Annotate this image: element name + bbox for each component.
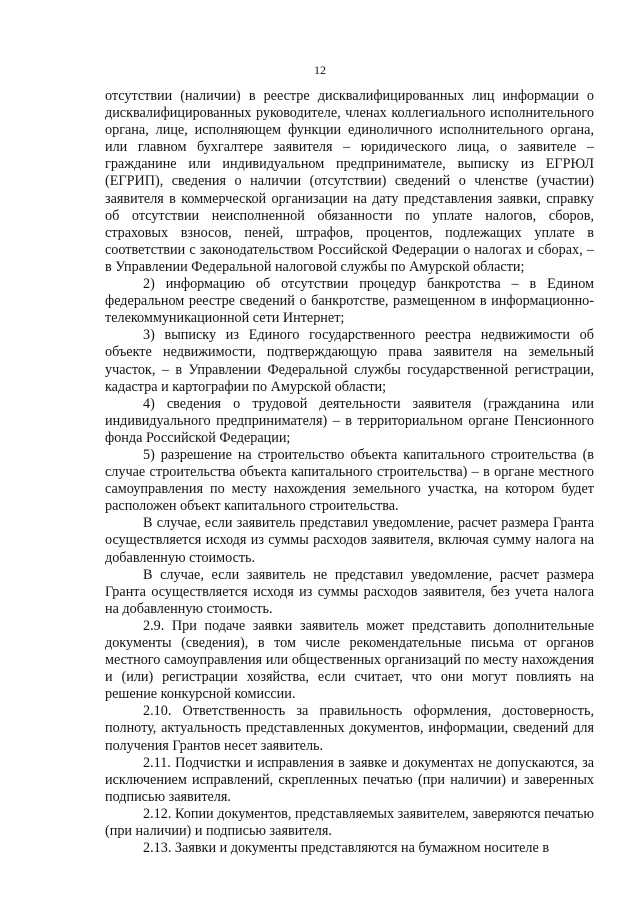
paragraph: 5) разрешение на строительство объекта капитального строительства (в случае строительства объекта капитального строительства) – в органе местного самоуправления по месту нахождения земельного участка, на котором будет расположен объект капитального строительства. — [105, 446, 594, 515]
paragraph: 2.12. Копии документов, представляемых заявителем, заверяются печатью (при наличии) и подписью заявителя. — [105, 805, 594, 840]
page-number: 12 — [314, 63, 326, 77]
paragraph: 3) выписку из Единого государственного реестра недвижимости об объекте недвижимости, подтверждающую права заявителя на земельный участок, – в Управлении Федеральной службы государственной регистрации, кадастра и картографии по Амурской области; — [105, 327, 594, 395]
document-body — [105, 88, 594, 857]
paragraph: В случае, если заявитель представил уведомление, расчет размера Гранта осуществляется исходя из суммы расходов заявителя, включая сумму налога на добавленную стоимость. — [105, 515, 594, 566]
paragraph: 2.9. При подаче заявки заявитель может представить дополнительные документы (сведения), в том числе рекомендательные письма от органов местного самоуправления или общественных организаций по месту нахождения и (или) регистрации хозяйства, если считает, что они могут повлиять на решение конкурсной комиссии. — [105, 617, 594, 703]
paragraph: В случае, если заявитель не представил уведомление, расчет размера Гранта осуществляется исходя из суммы расходов заявителя, без учета налога на добавленную стоимость. — [105, 566, 594, 617]
paragraph: отсутствии (наличии) в реестре дисквалифицированных лиц информации о дисквалифицированных руководителе, членах коллегиального исполнительного органа, лице, исполняющем функции единоличного исполнительного органа, или главном бухгалтере заявителя – юридического лица, о заявителе – гражданине или индивидуальном предпринимателе, выписку из ЕГРЮЛ (ЕГРИП), сведения о наличии (отсутствии) сведений о членстве (участии) заявителя в коммерческой организации на дату представления заявки, справку об отсутствии неисполненной обязанности по уплате налогов, сборов, страховых взносов, пеней, штрафов, процентов, подлежащих уплате в соответствии с законодательством Российской Федерации о налогах и сборах, – в Управлении Федеральной налоговой службы по Амурской области; — [105, 88, 594, 275]
paragraph: 2.11. Подчистки и исправления в заявке и документах не допускаются, за исключением исправлений, скрепленных печатью (при наличии) и заверенных подписью заявителя. — [105, 754, 594, 805]
paragraph: 2.10. Ответственность за правильность оформления, достоверность, полноту, актуальность представленных документов, информации, сведений для получения Грантов несет заявитель. — [105, 703, 594, 754]
paragraph: 2.13. Заявки и документы представляются на бумажном носителе в — [143, 840, 550, 857]
paragraph: 2) информацию об отсутствии процедур банкротства – в Едином федеральном реестре сведений о банкротстве, размещенном в информационно-телекоммуникационной сети Интернет; — [105, 276, 594, 327]
paragraph: 4) сведения о трудовой деятельности заявителя (гражданина или индивидуального предпринимателя) – в территориальном органе Пенсионного фонда Российской Федерации; — [105, 395, 594, 446]
